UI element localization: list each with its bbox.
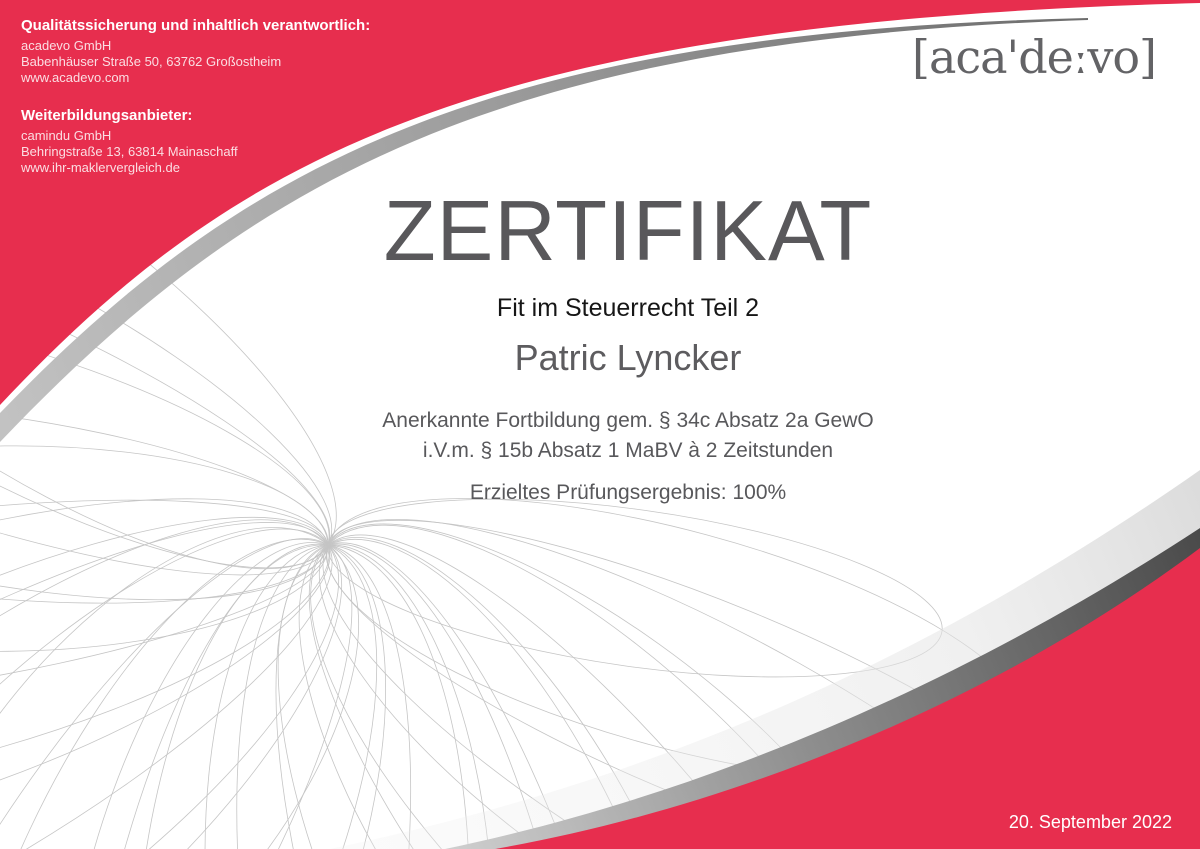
certificate-body <box>128 0 1128 849</box>
quality-heading: Qualitätssicherung und inhaltlich verantwortlich: <box>21 17 371 34</box>
provider-company: camindu GmbH <box>21 128 112 143</box>
quality-company: acadevo GmbH <box>21 38 112 53</box>
exam-result: Erzieltes Prüfungsergebnis: 100% <box>469 481 787 504</box>
legal-line-1: Anerkannte Fortbildung gem. § 34c Absatz 2a GewO <box>382 409 874 432</box>
legal-line-2: i.V.m. § 15b Absatz 1 MaBV à 2 Zeitstunden <box>422 439 834 462</box>
quality-website: www.acadevo.com <box>21 70 130 85</box>
recipient-name: Patric Lyncker <box>514 337 742 378</box>
issue-date: 20. September 2022 <box>1008 812 1172 832</box>
certificate-title: ZERTIFIKAT <box>383 184 873 279</box>
provider-website: www.ihr-maklervergleich.de <box>21 160 180 175</box>
acadevo-logo: [aca'deːvo] <box>912 30 1156 84</box>
provider-address: Behringstraße 13, 63814 Mainaschaff <box>21 144 238 159</box>
legal-text <box>128 406 1128 466</box>
course-name: Fit im Steuerrecht Teil 2 <box>496 294 760 322</box>
provider-heading: Weiterbildungsanbieter: <box>21 107 193 124</box>
quality-address: Babenhäuser Straße 50, 63762 Großostheim <box>21 54 282 69</box>
